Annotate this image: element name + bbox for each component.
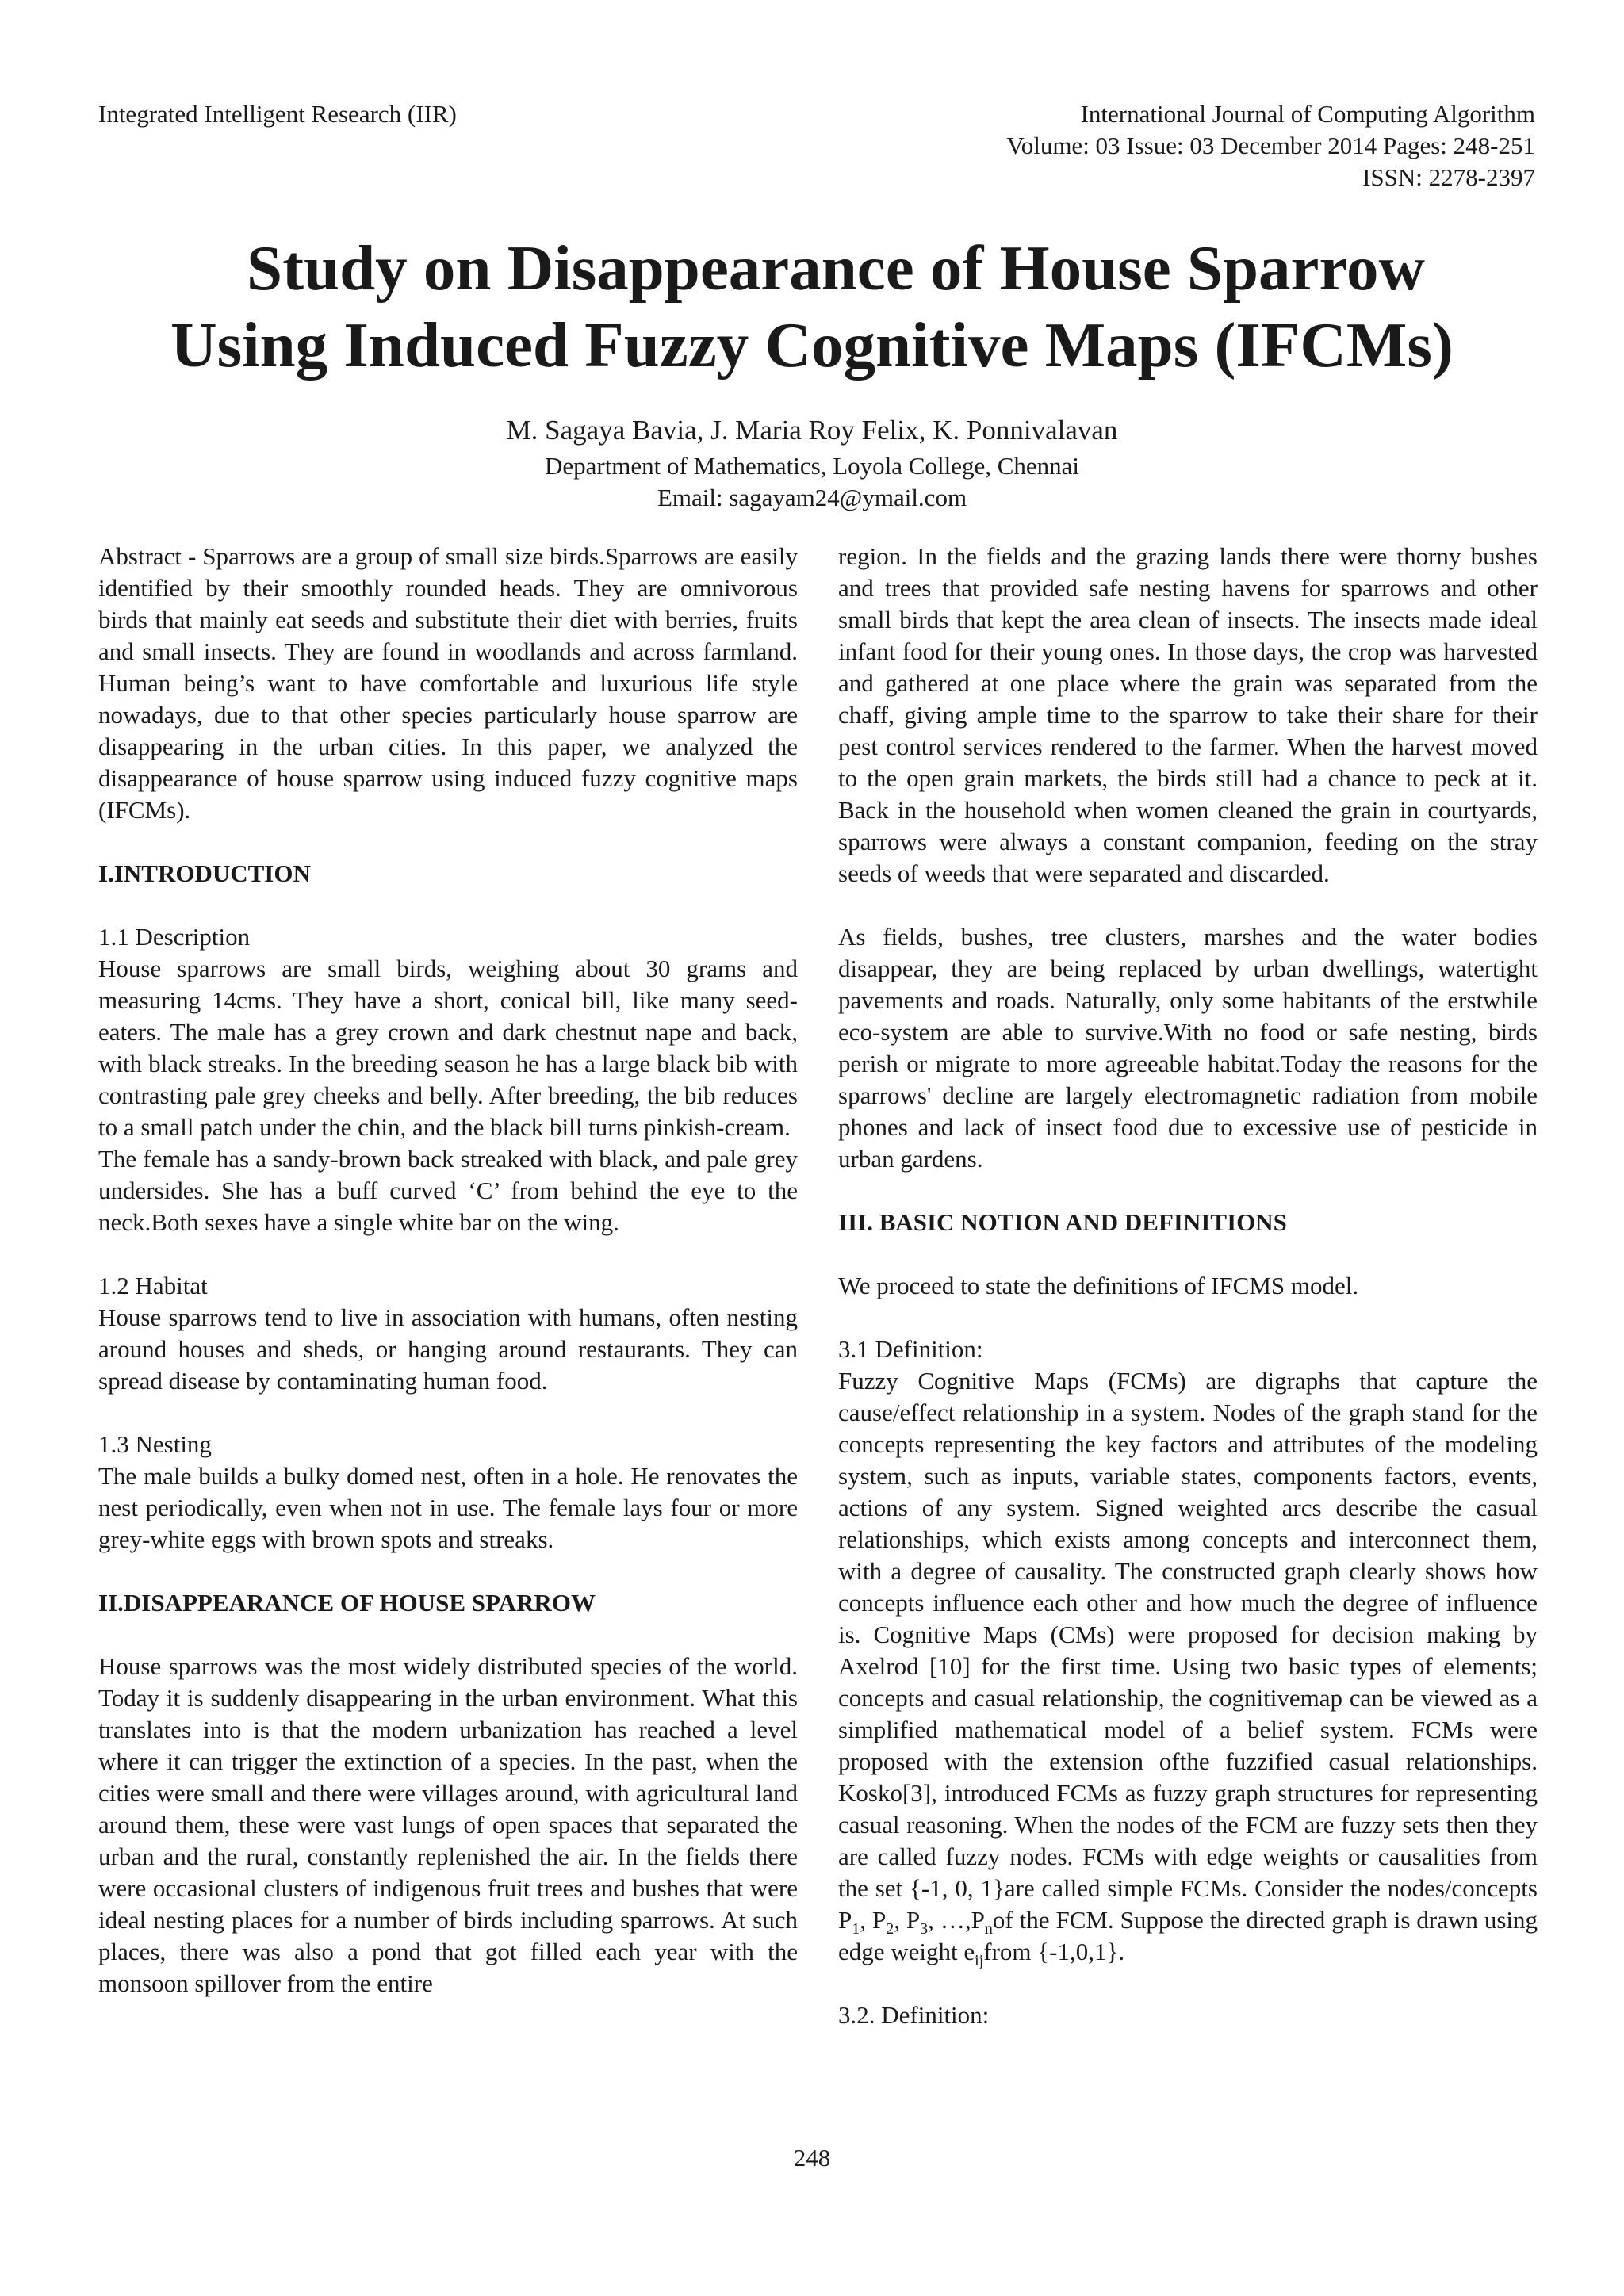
paragraph-proceed: We proceed to state the definitions of IFCMS model. (838, 1272, 1359, 1299)
subsection-heading-nesting: 1.3 Nesting (98, 1430, 212, 1458)
page-number: 248 (793, 2144, 831, 2172)
paragraph-urbanization: As fields, bushes, tree clusters, marshes and the water bodies disappear, they are being replaced by urban dwellings, watertight pavements and roads. Naturally, only some habitants of the erstwhile eco-system are able to survive.With no food or safe nesting, birds perish or migrate to more agreeable habitat.Today the reasons for the sparrows' decline are largely electromagnetic radiation from mobile phones and lack of insect food due to excessive use of pesticide in urban gardens. (838, 923, 1538, 1173)
journal-volume: Volume: 03 Issue: 03 December 2014 Pages: 248-251 (1006, 132, 1535, 159)
paragraph-disappearance: House sparrows was the most widely distributed species of the world. Today it is suddenly disappearing in the urban environment. What this translates into is that the modern urbanization has reached a level where it can trigger the extinction of a species. In the past, when the cities were small and there were villages around, with agricultural land around them, these were vast lungs of open spaces that separated the urban and the rural, constantly replenished the air. In the fields there were occasional clusters of indigenous fruit trees and bushes that were ideal nesting places for a number of birds including sparrows. At such places, there was also a pond that got filled each year with the monsoon spillover from the entire (98, 1652, 798, 1997)
affiliation: Department of Mathematics, Loyola College, Chennai (544, 452, 1080, 480)
paragraph-description-1: House sparrows are small birds, weighing about 30 grams and measuring 14cms. They have a short, conical bill, like many seed-eaters. The male has a grey crown and dark chestnut nape and back, with black streaks. In the breeding season he has a large black bib with contrasting pale grey cheeks and belly. After breeding, the bib reduces to a small patch under the chin, and the black bill turns pinkish-cream. (98, 955, 798, 1141)
affiliation-block (0, 450, 1624, 514)
journal-name: International Journal of Computing Algorithm (1080, 100, 1535, 128)
section-heading-introduction: I.INTRODUCTION (98, 859, 311, 887)
section-heading-basic-notions: III. BASIC NOTION AND DEFINITIONS (838, 1208, 1287, 1236)
paragraph-definition-3-1: Fuzzy Cognitive Maps (FCMs) are digraphs that capture the cause/effect relationship in a system. Nodes of the graph stand for the concepts representing the key factors and attributes of the modeling system, such as inputs, variable states, components factors, events, actions of any system. Signed weighted arcs describe the casual relationships, which exists among concepts and interconnect them, with a degree of causality. The constructed graph clearly shows how concepts influence each other and how much the degree of influence is. Cognitive Maps (CMs) were proposed for decision making by Axelrod [10] for the first time. Using two basic types of elements; concepts and casual relationship, the cognitivemap can be viewed as a simplified mathematical model of a belief system. FCMs were proposed with the extension ofthe fuzzified casual relationships. Kosko[3], introduced FCMs as fuzzy graph structures for representing casual reasoning. When the nodes of the FCM are fuzzy sets then they are called fuzzy nodes. FCMs with edge weights or causalities from the set {-1, 0, 1}are called simple FCMs. Consider the nodes/concepts $P_1$, $P_2$, $P_3$, $\dots,P_nof$ the FCM. Suppose the directed graph is drawn using edge weight $e_{ij}from$ {-1,0,1}. (838, 1367, 1538, 1970)
title-line-1: Study on Disappearance of House Sparrow (247, 232, 1425, 304)
title-line-2: Using Induced Fuzzy Cognitive Maps (IFCMs) (170, 309, 1454, 381)
subsection-heading-definition-3-1: 3.1 Definition: (838, 1335, 983, 1363)
subsection-heading-definition-3-2: 3.2. Definition: (838, 2001, 990, 2029)
subsection-heading-description: 1.1 Description (98, 923, 251, 951)
journal-issn: ISSN: 2278-2397 (1362, 163, 1535, 191)
paragraph-habitat: House sparrows tend to live in association with humans, often nesting around houses and sheds, or hanging around restaurants. They can spread disease by contaminating human food. (98, 1303, 798, 1395)
journal-info (1006, 98, 1535, 193)
paragraph-disappearance-continued: region. In the fields and the grazing lands there were thorny bushes and trees that provided safe nesting havens for sparrows and other small birds that kept the area clean of insects. The insects made ideal infant food for their young ones. In those days, the crop was harvested and gathered at one place where the grain was separated from the chaff, giving ample time to the sparrow to take their share for their pest control services rendered to the farmer. When the harvest moved to the open grain markets, the birds still had a chance to peck at it. Back in the household when women cleaned the grain in courtyards, sparrows were always a constant companion, feeding on the stray seeds of weeds that were separated and discarded. (838, 542, 1538, 887)
paragraph-nesting: The male builds a bulky domed nest, often in a hole. He renovates the nest periodically, even when not in use. The female lays four or more grey-white eggs with brown spots and streaks. (98, 1462, 798, 1553)
paper-title (0, 230, 1624, 384)
subsection-heading-habitat: 1.2 Habitat (98, 1272, 208, 1299)
abstract: Abstract - Sparrows are a group of small size birds.Sparrows are easily identified by their smoothly rounded heads. They are omnivorous birds that mainly eat seeds and substitute their diet with berries, fruits and small insects. They are found in woodlands and across farmland. Human being’s want to have comfortable and luxurious life style nowadays, due to that other species particularly house sparrow are disappearing in the urban cities. In this paper, we analyzed the disappearance of house sparrow using induced fuzzy cognitive maps (IFCMs). (98, 542, 798, 824)
authors: M. Sagaya Bavia, J. Maria Roy Felix, K. Ponnivalavan (506, 415, 1118, 446)
section-heading-disappearance: II.DISAPPEARANCE OF HOUSE SPARROW (98, 1589, 596, 1617)
left-column (98, 541, 798, 1999)
paragraph-description-2: The female has a sandy-brown back streaked with black, and pale grey undersides. She has a buff curved ‘C’ from behind the eye to the neck.Both sexes have a single white bar on the wing. (98, 1145, 798, 1236)
email: Email: sagayam24@ymail.com (657, 484, 967, 511)
right-column (838, 541, 1538, 2031)
journal-publisher: Integrated Intelligent Research (IIR) (98, 100, 457, 128)
